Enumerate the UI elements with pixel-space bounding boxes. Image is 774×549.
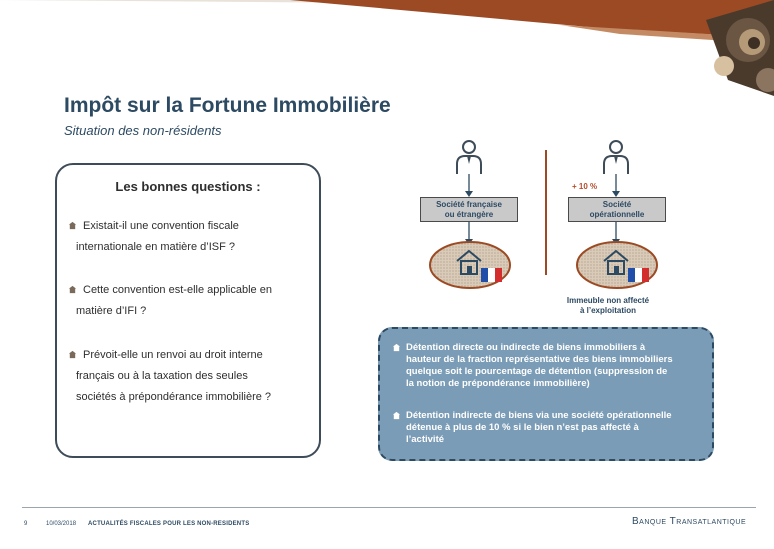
- footer-divider: [22, 507, 756, 508]
- page-number: 9: [24, 521, 28, 527]
- french-flag-icon: [481, 268, 502, 282]
- building-bullet-icon: [392, 343, 401, 352]
- ownership-percent: + 10 %: [572, 182, 598, 191]
- brand-logo: Banque Transatlantique: [632, 516, 747, 527]
- footer-title: ACTUALITÉS FISCALES POUR LES NON-RESIDENTS: [88, 521, 250, 527]
- building-bullet-icon: [68, 285, 77, 294]
- question-item: Existait-il une convention fiscale internationale en matière d’ISF ?: [68, 216, 308, 258]
- person-icon: [602, 138, 630, 176]
- page-title: Impôt sur la Fortune Immobilière: [64, 94, 391, 117]
- header-banner: [0, 0, 774, 100]
- property-caption: Immeuble non affecté à l’exploitation: [566, 296, 650, 315]
- question-item: Cette convention est-elle applicable en matière d’IFI ?: [68, 280, 308, 322]
- french-flag-icon: [628, 268, 649, 282]
- company-box-operational: Société opérationnelle: [568, 197, 666, 222]
- building-bullet-icon: [68, 350, 77, 359]
- person-icon: [455, 138, 483, 176]
- building-bullet-icon: [68, 221, 77, 230]
- info-item: Détention indirecte de biens via une société opérationnelle détenue à plus de 10 % si le bien n’est pas affecté à l’activité: [392, 410, 704, 446]
- company-box-french-foreign: Société française ou étrangère: [420, 197, 518, 222]
- questions-title: Les bonnes questions :: [115, 179, 261, 194]
- page-subtitle: Situation des non-résidents: [64, 123, 222, 138]
- info-item: Détention directe ou indirecte de biens immobiliers à hauteur de la fraction représentative des biens immobiliers quelque soit le pourcentage de détention (suppression de la notion de prépondérance immobilière): [392, 342, 704, 390]
- building-bullet-icon: [392, 411, 401, 420]
- footer-date: 10/03/2018: [46, 521, 77, 527]
- question-item: Prévoit-elle un renvoi au droit interne français ou à la taxation des seules sociétés à prépondérance immobilière ?: [68, 345, 308, 408]
